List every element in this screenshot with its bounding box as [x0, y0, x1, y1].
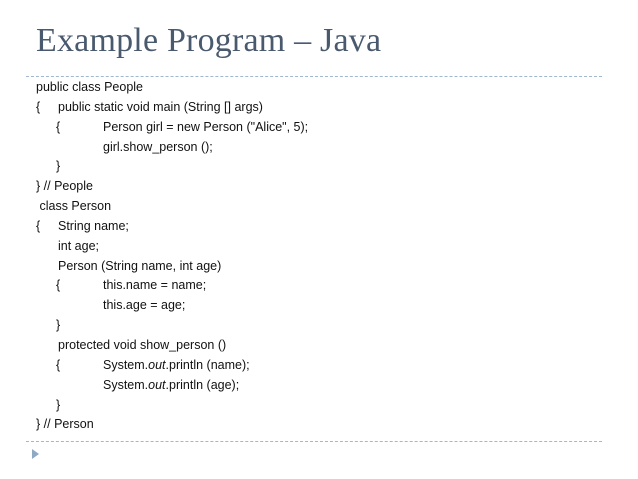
code-text: Person girl = new Person ("Alice", 5); — [103, 119, 309, 134]
code-italic: out — [148, 377, 166, 392]
code-text — [103, 376, 239, 396]
code-block — [36, 78, 309, 435]
code-line — [36, 118, 309, 138]
code-text-part: System. — [103, 377, 149, 392]
code-line — [36, 177, 93, 197]
code-line — [36, 276, 207, 296]
code-line — [36, 336, 227, 356]
code-line — [36, 415, 94, 435]
code-text-part: .println (name); — [165, 357, 250, 372]
code-line — [36, 157, 61, 177]
code-text: girl.show_person (); — [103, 139, 213, 154]
code-text: int age; — [58, 238, 100, 253]
code-line — [36, 257, 222, 277]
code-line — [36, 237, 100, 257]
code-brace: { — [56, 278, 61, 293]
code-text-part: .println (age); — [165, 377, 240, 392]
code-brace: } — [56, 397, 61, 412]
code-line — [36, 376, 240, 396]
code-brace: { — [36, 218, 41, 233]
code-brace: { — [56, 357, 61, 372]
code-line — [36, 98, 263, 118]
code-text: String name; — [58, 218, 129, 233]
code-line — [36, 356, 250, 376]
footer-divider — [26, 441, 602, 442]
code-text: this.name = name; — [103, 278, 207, 293]
code-text: protected void show_person () — [58, 337, 227, 352]
code-line — [36, 296, 186, 316]
code-brace: { — [36, 99, 41, 114]
code-text: } // Person — [36, 417, 94, 432]
code-italic: out — [148, 357, 166, 372]
code-line — [36, 396, 61, 416]
code-line — [36, 197, 112, 217]
code-line — [36, 138, 213, 158]
bullet-arrow-icon — [32, 449, 39, 459]
code-text: class Person — [36, 199, 112, 214]
code-text: } // People — [36, 179, 93, 194]
code-text: this.age = age; — [103, 298, 186, 313]
code-brace: { — [56, 119, 61, 134]
code-text: public class People — [36, 80, 144, 94]
slide-title: Example Program – Java — [36, 22, 382, 59]
code-line — [36, 316, 61, 336]
code-line — [36, 78, 144, 98]
code-brace: } — [56, 159, 61, 174]
title-divider — [26, 76, 602, 77]
code-text — [103, 356, 250, 376]
code-brace: } — [56, 318, 61, 333]
code-line — [36, 217, 129, 237]
code-text: Person (String name, int age) — [58, 258, 222, 273]
code-text: public static void main (String [] args) — [58, 99, 263, 114]
code-text-part: System. — [103, 357, 149, 372]
